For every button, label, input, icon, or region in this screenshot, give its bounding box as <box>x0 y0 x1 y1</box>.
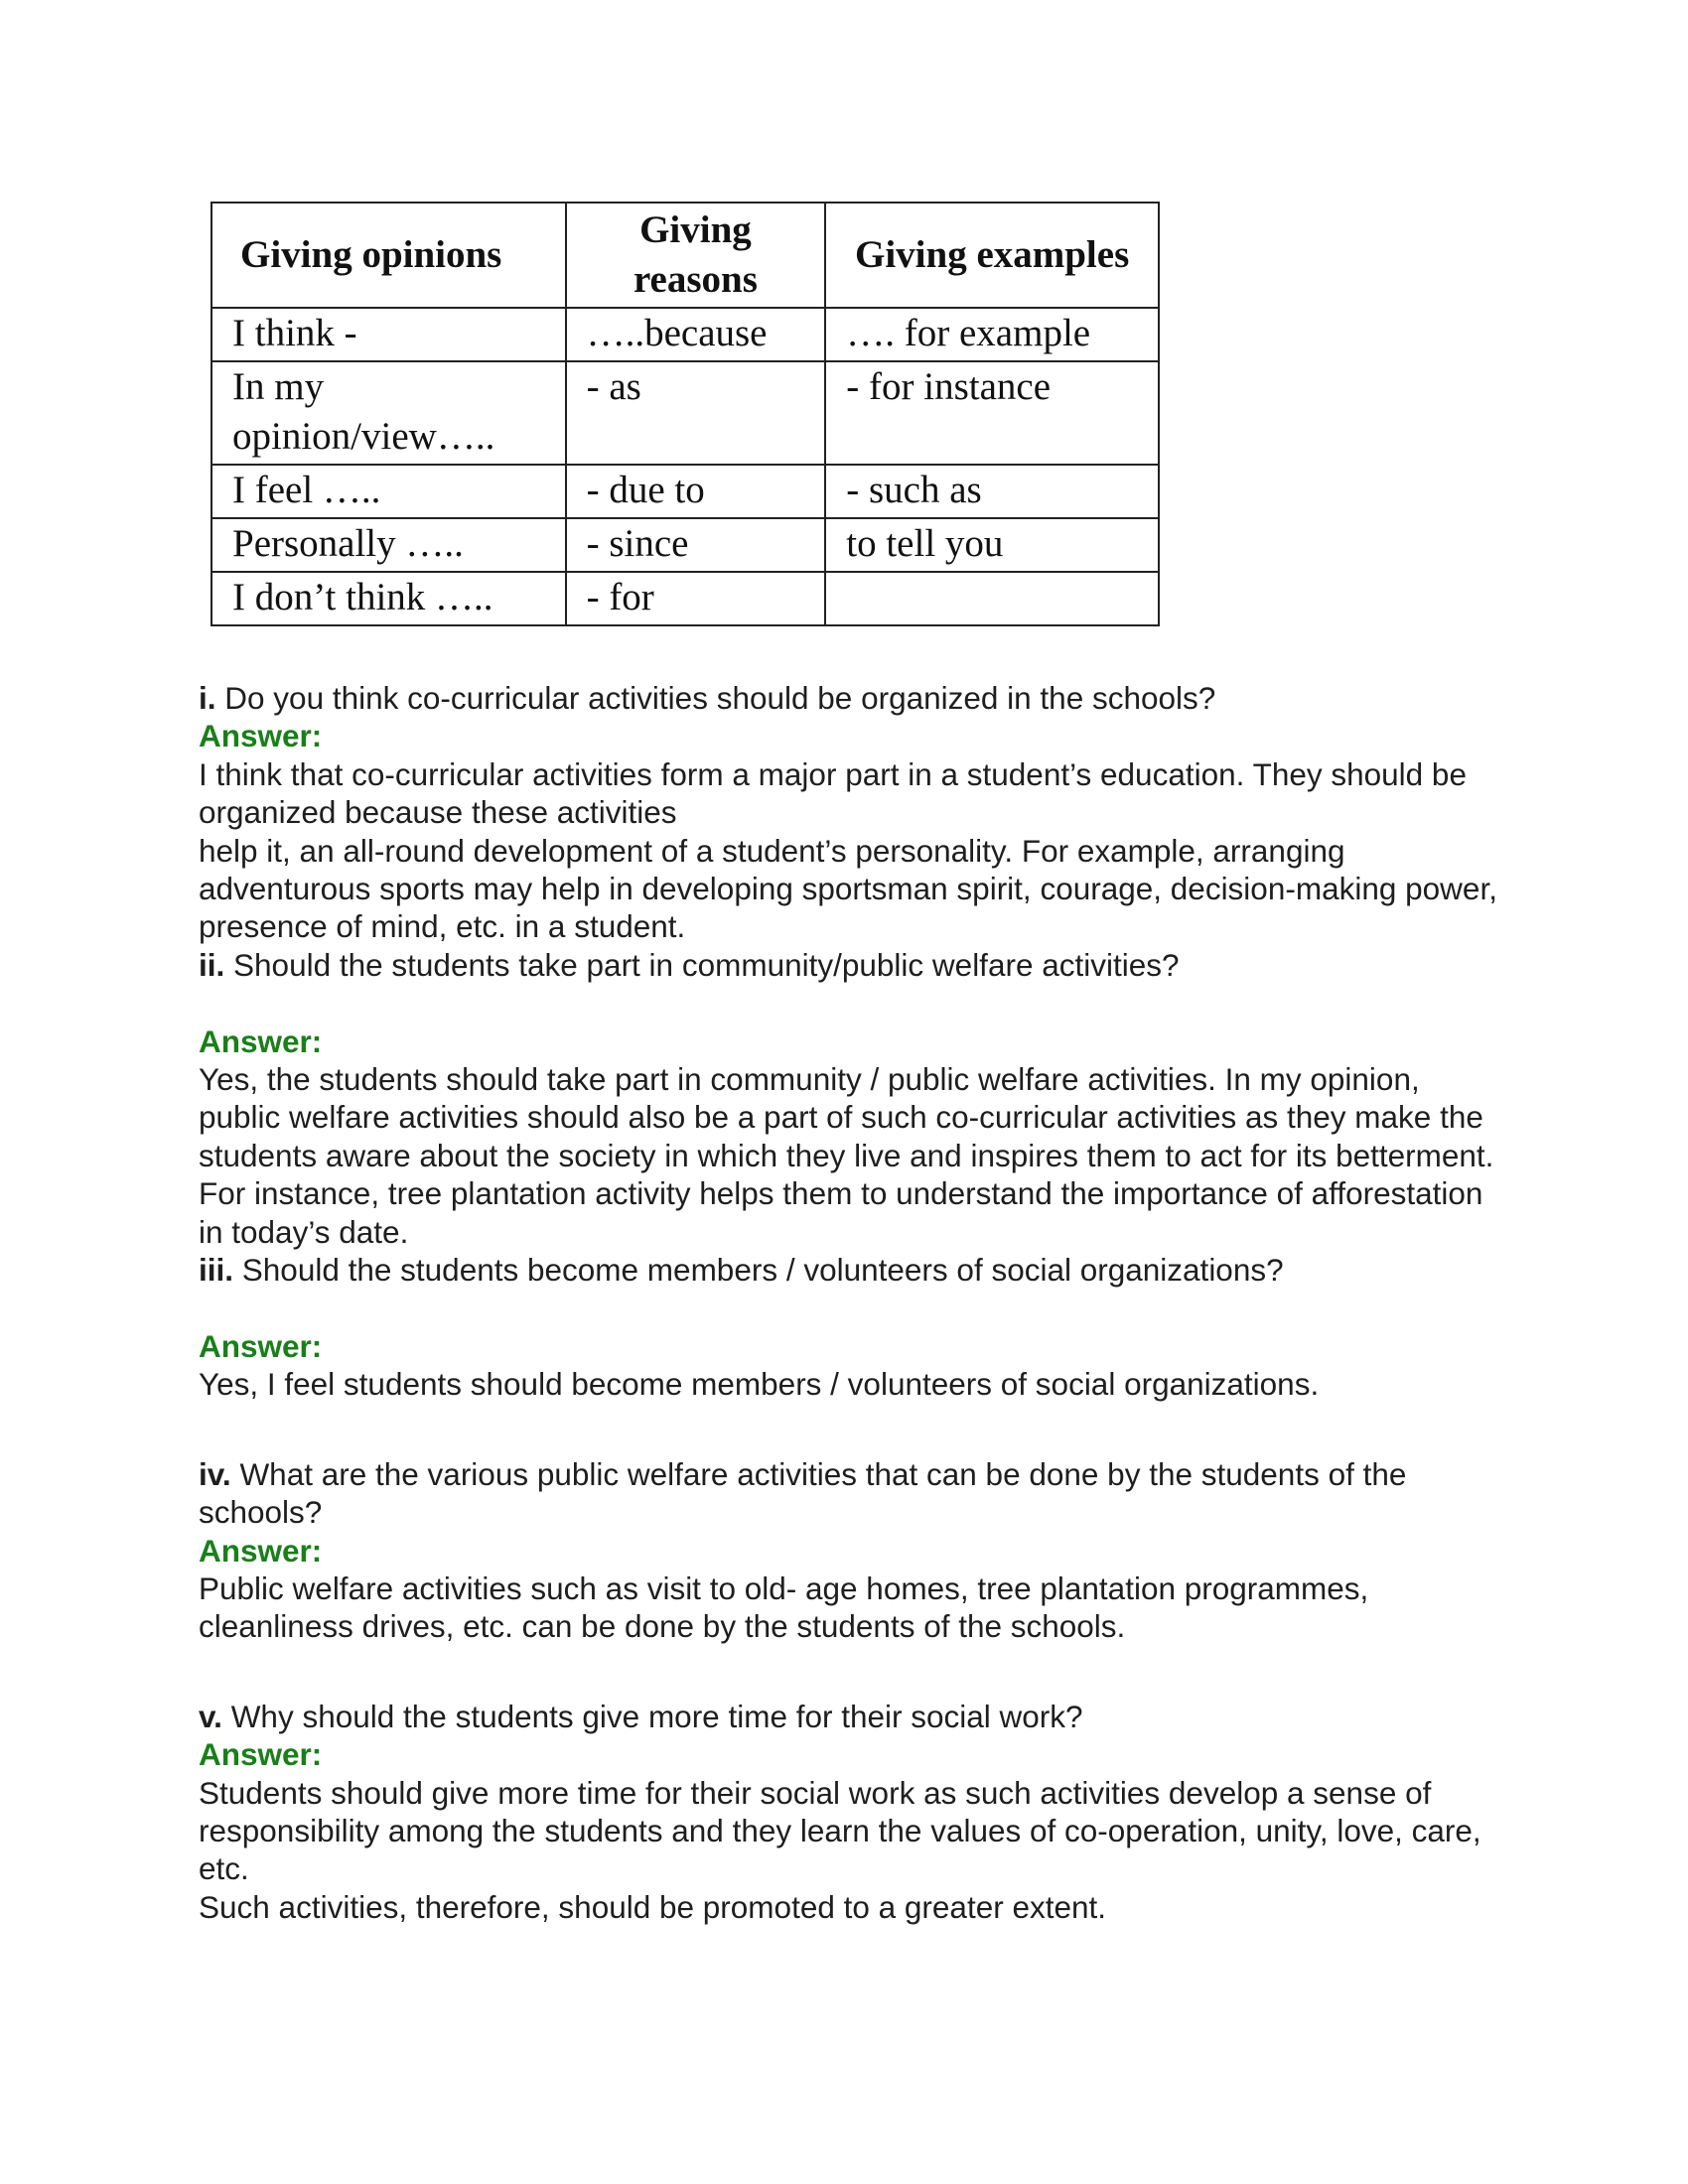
question-2 <box>199 946 1509 984</box>
table-cell: I think - <box>211 308 566 361</box>
question-number: v. <box>199 1698 222 1734</box>
question-4 <box>199 1455 1509 1532</box>
question-number: i. <box>199 680 216 716</box>
answer-text: I think that co-curricular activities form a major part in a student’s education. They should be organized because these activities <box>199 755 1467 831</box>
table-cell: - for instance <box>825 361 1159 465</box>
question-number: ii. <box>199 946 225 983</box>
answer-label: Answer: <box>199 1327 323 1364</box>
answer-text: Public welfare activities such as visit to old- age homes, tree plantation programmes, cleanliness drives, etc. can be done by the students of the schools. <box>199 1570 1369 1645</box>
answer-label: Answer: <box>199 1532 323 1569</box>
question-text: What are the various public welfare activities that can be done by the students of the schools? <box>199 1455 1407 1531</box>
table-cell: - as <box>566 361 826 465</box>
table-row <box>211 572 1159 625</box>
table-cell: - due to <box>566 465 826 518</box>
question-3 <box>199 1251 1509 1289</box>
question-text: Should the students take part in community/public welfare activities? <box>233 946 1180 983</box>
table-row <box>211 308 1159 361</box>
answer-text: Students should give more time for their social work as such activities develop a sense of responsibility among the students and they learn the values of co-operation, unity, love, care, etc. <box>199 1774 1481 1887</box>
table-cell: Personally ….. <box>211 518 566 572</box>
question-text: Should the students become members / volunteers of social organizations? <box>241 1252 1284 1289</box>
question-number: iv. <box>199 1455 231 1492</box>
answer-label: Answer: <box>199 1023 323 1059</box>
header-giving-examples: Giving examples <box>825 203 1159 308</box>
answer-text: Such activities, therefore, should be promoted to a greater extent. <box>199 1888 1107 1925</box>
phrases-table <box>211 202 1160 626</box>
question-1 <box>199 679 1509 717</box>
answer-text: help it, an all-round development of a student’s personality. For example, arranging adventurous sports may help in developing sportsman spirit, courage, decision-making power, presence of mind, etc. in a student. <box>199 832 1497 945</box>
table-row <box>211 361 1159 465</box>
answer-label: Answer: <box>199 718 323 754</box>
table-cell: I don’t think ….. <box>211 572 566 625</box>
table-cell: In my opinion/view….. <box>211 361 566 465</box>
table-cell: - since <box>566 518 826 572</box>
answer-text: Yes, I feel students should become members / volunteers of social organizations. <box>199 1366 1320 1403</box>
table-cell: …. for example <box>825 308 1159 361</box>
table-cell <box>825 572 1159 625</box>
table-row <box>211 518 1159 572</box>
table-cell: - for <box>566 572 826 625</box>
header-giving-reasons: Giving reasons <box>566 203 826 308</box>
question-text: Do you think co-curricular activities should be organized in the schools? <box>224 680 1216 716</box>
question-text: Why should the students give more time for their social work? <box>230 1698 1083 1734</box>
table-cell: …..because <box>566 308 826 361</box>
answer-label: Answer: <box>199 1736 323 1773</box>
question-number: iii. <box>199 1252 234 1289</box>
answer-text: Yes, the students should take part in community / public welfare activities. In my opinion, public welfare activities should also be a part of such co-curricular activities as they make the students aware about the society in which they live and inspires them to act for its betterment. For instance, tree plantation activity helps them to understand the importance of afforestation in today’s date. <box>199 1061 1494 1250</box>
table-row <box>211 465 1159 518</box>
table-cell: I feel ….. <box>211 465 566 518</box>
question-5 <box>199 1698 1509 1735</box>
table-header-row <box>211 203 1159 308</box>
table-cell: to tell you <box>825 518 1159 572</box>
table-cell: - such as <box>825 465 1159 518</box>
questions-and-answers <box>199 679 1509 1926</box>
header-giving-opinions: Giving opinions <box>211 203 566 308</box>
